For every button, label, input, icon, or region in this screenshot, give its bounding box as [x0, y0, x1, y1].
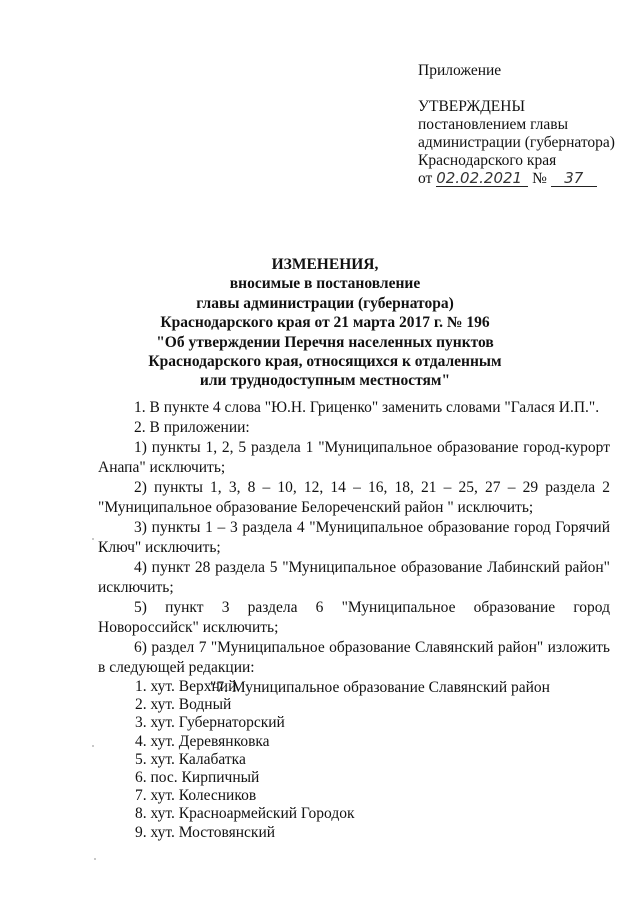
- paragraph: 2) пункты 1, 3, 8 – 10, 12, 14 – 16, 18, 21 – 25, 27 – 29 раздела 2 "Муниципальное образование Белореченский район " исключить;: [98, 479, 610, 516]
- title-line: Краснодарского края от 21 марта 2017 г. № 196: [160, 314, 490, 332]
- date-value: 02.02.2021: [436, 170, 528, 187]
- appendix-text: Приложение: [418, 62, 502, 79]
- title-line: Краснодарского края, относящихся к отдаленным: [148, 353, 502, 371]
- list-item: 1. хут. Верхний: [135, 678, 237, 695]
- list-item: 6. пос. Кирпичный: [135, 769, 260, 787]
- list-item: 5. хут. Калабатка: [135, 750, 246, 768]
- paragraph: 1. В пункте 4 слова "Ю.Н. Гриценко" заменить словами "Галася И.П.".: [134, 399, 600, 416]
- approval-line-3: Краснодарского края: [418, 152, 557, 169]
- approval-date-line: [418, 170, 615, 188]
- list-item: 4. хут. Деревянковка: [135, 732, 270, 750]
- list-item: 3. хут. Губернаторский: [135, 714, 285, 732]
- title-line: "Об утверждении Перечня населенных пунктов: [156, 333, 494, 351]
- section-heading: "7. Муниципальное образование Славянский район: [210, 679, 550, 696]
- list-item: 2. хут. Водный: [135, 696, 232, 714]
- scan-speck: [94, 858, 96, 860]
- settlement-list: [135, 678, 354, 842]
- list-item: 9. хут. Мостовянский: [135, 823, 276, 841]
- document-title: [90, 255, 560, 391]
- approved-heading: УТВЕРЖДЕНЫ: [418, 98, 525, 115]
- number-label: №: [532, 170, 547, 187]
- paragraph: 6) раздел 7 "Муниципальное образование Славянский район" изложить в следующей редакции:: [98, 639, 610, 676]
- title-line: вносимые в постановление: [229, 275, 421, 293]
- paragraph: 2. В приложении:: [134, 419, 250, 436]
- title-line: главы администрации (губернатора): [196, 294, 454, 312]
- approval-block: [418, 98, 615, 188]
- from-label: от: [418, 170, 433, 187]
- paragraph: 5) пункт 3 раздела 6 "Муниципальное образование город Новороссийск" исключить;: [98, 599, 610, 636]
- document-body: [98, 398, 610, 698]
- title-line: ИЗМЕНЕНИЯ,: [271, 256, 379, 273]
- approval-line-2: администрации (губернатора): [418, 134, 615, 151]
- number-value: 37: [551, 170, 597, 187]
- approval-line-1: постановлением главы: [418, 116, 568, 133]
- list-item: 8. хут. Красноармейский Городок: [135, 805, 355, 823]
- appendix-label: [418, 62, 501, 80]
- title-line: или труднодоступным местностям": [199, 372, 451, 390]
- paragraph: 4) пункт 28 раздела 5 "Муниципальное образование Лабинский район" исключить;: [98, 559, 610, 596]
- scan-speck: [92, 745, 94, 747]
- scan-speck: [92, 538, 94, 540]
- list-item: 7. хут. Колесников: [135, 787, 257, 805]
- paragraph: 1) пункты 1, 2, 5 раздела 1 "Муниципальное образование город-курорт Анапа" исключить;: [98, 439, 610, 476]
- paragraph: 3) пункты 1 – 3 раздела 4 "Муниципальное образование город Горячий Ключ" исключить;: [98, 519, 610, 556]
